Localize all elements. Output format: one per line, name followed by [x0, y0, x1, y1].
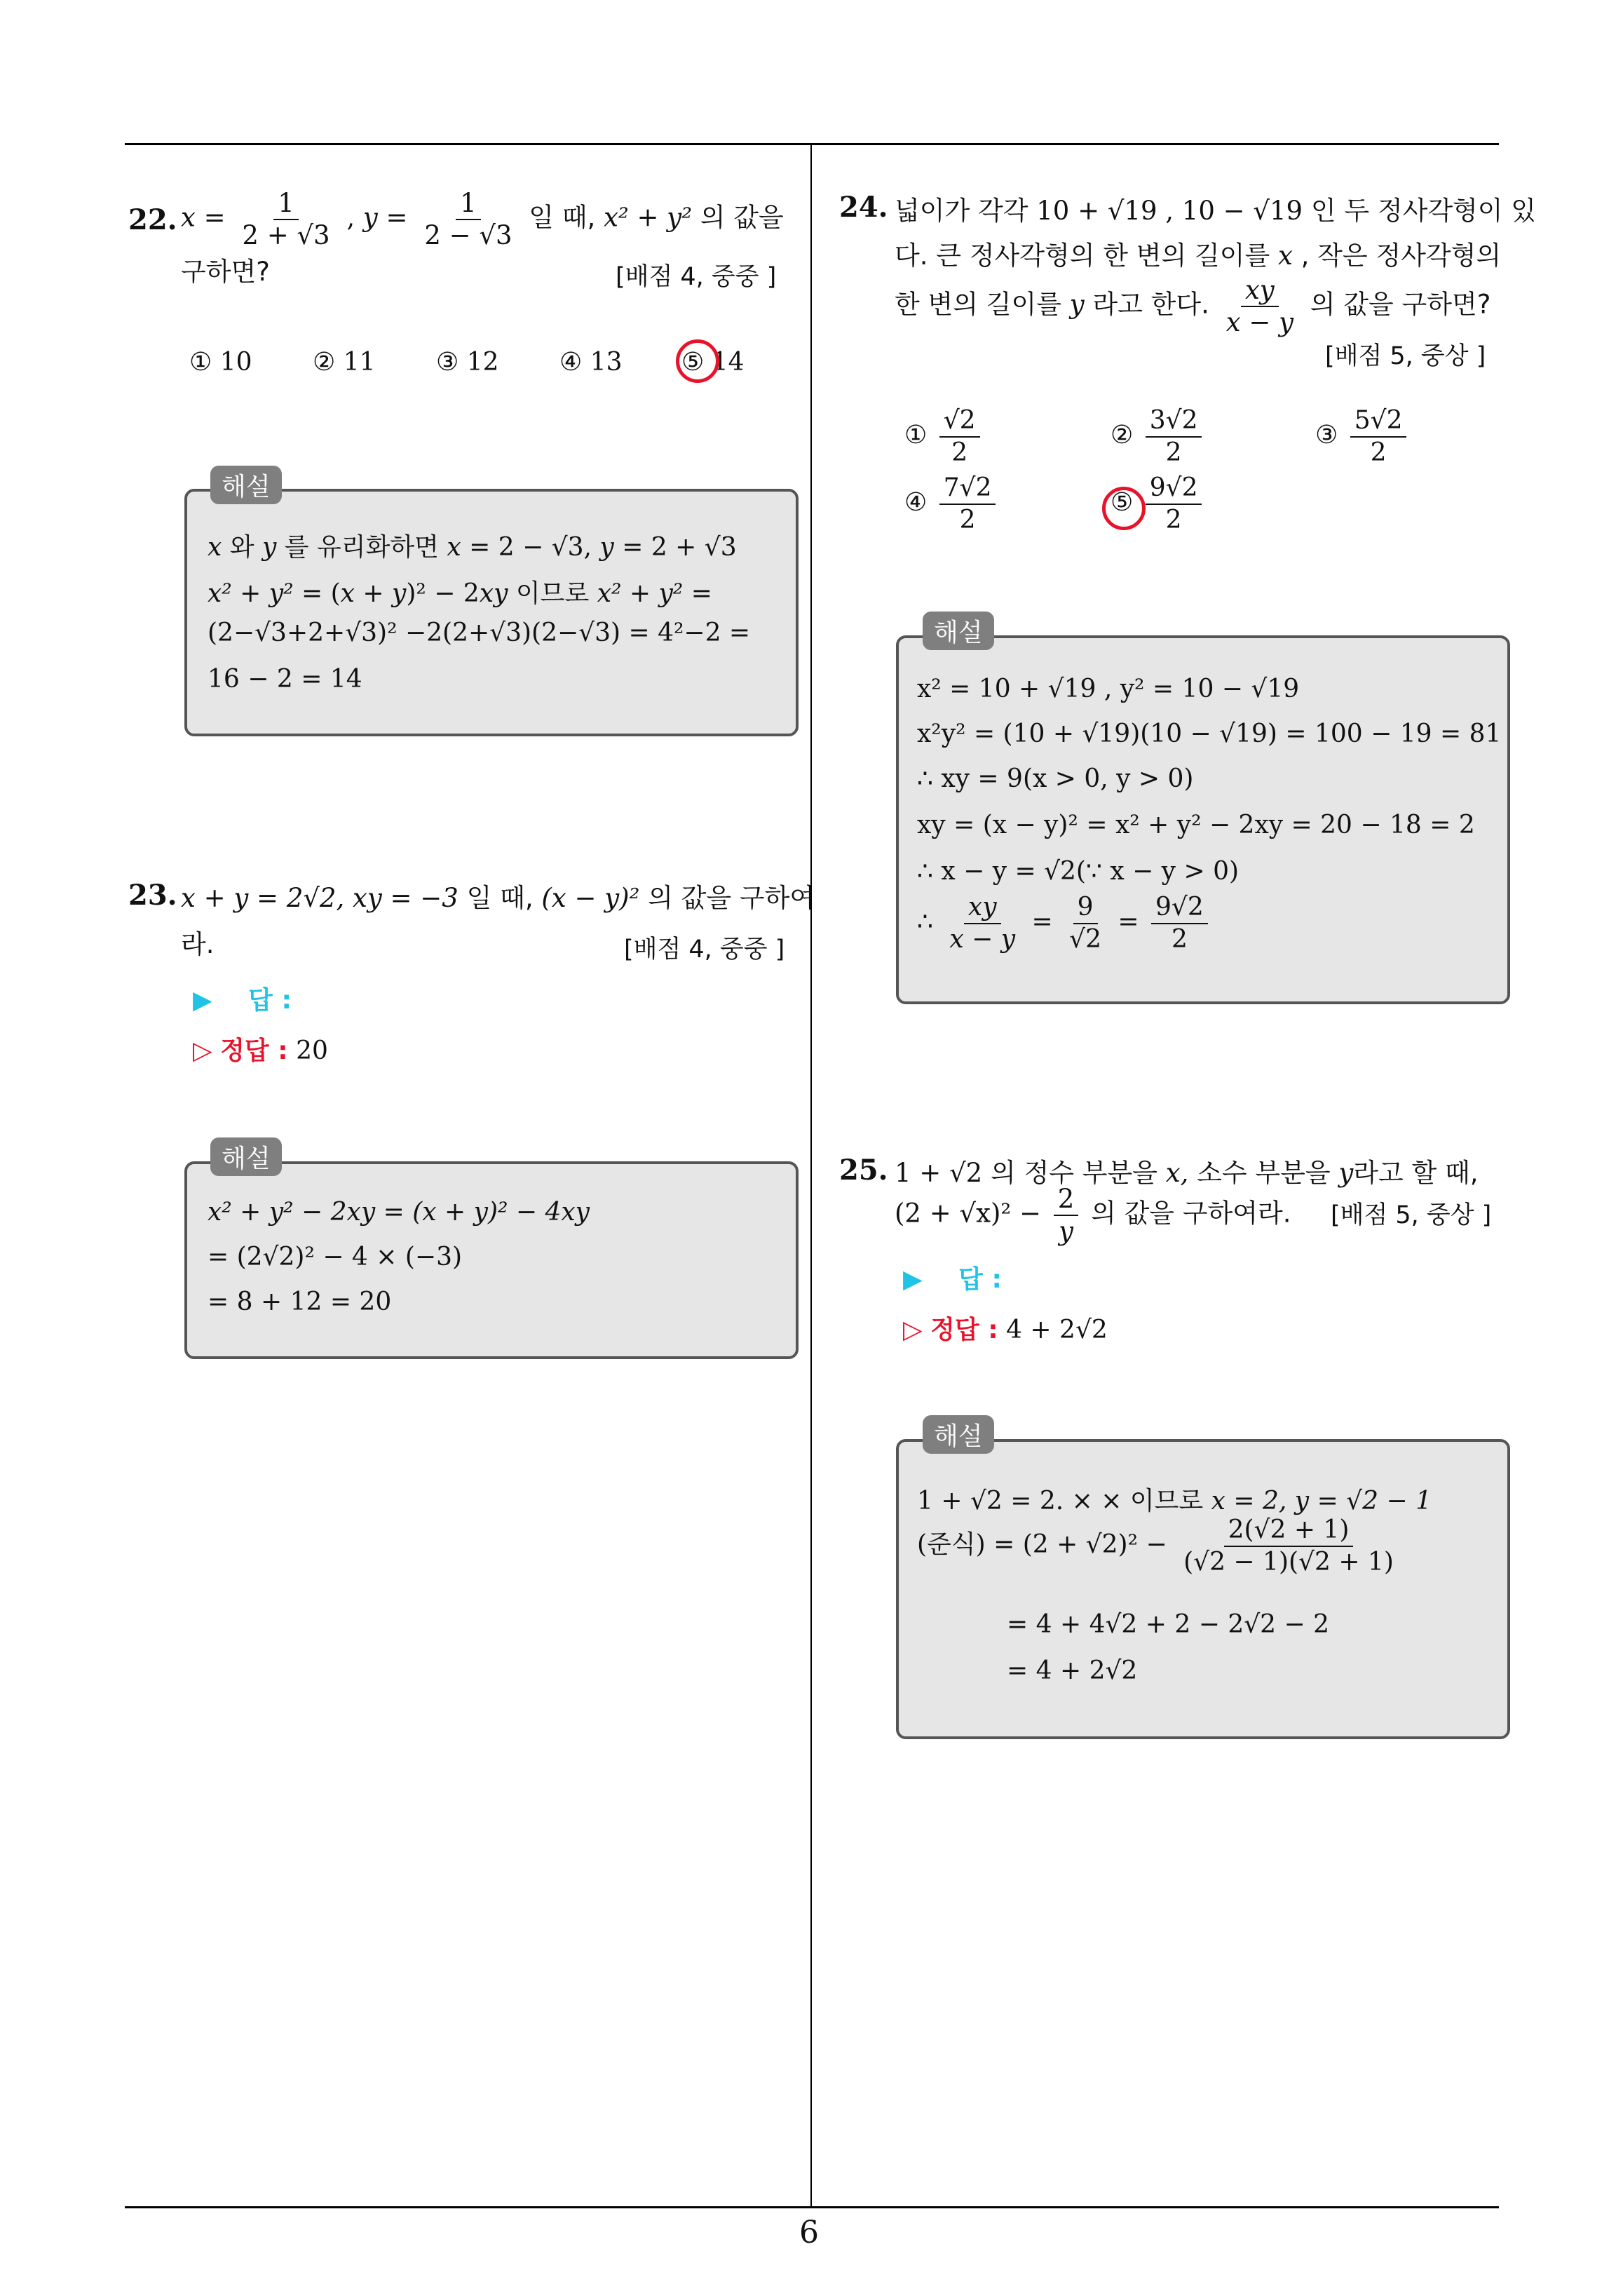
q-text: 라고 한다.	[1092, 289, 1209, 320]
choice-4[interactable]: ④ $\frac{7√2}{2}$	[904, 473, 1000, 536]
choice-2[interactable]: ② $\frac{3√2}{2}$	[1111, 405, 1206, 468]
question-number: 24.	[839, 191, 888, 224]
solution-line-2: x²y² = (10 + √19)(10 − √19) = 100 − 19 = 81	[917, 720, 1502, 748]
q-expr: x	[1277, 241, 1293, 271]
q-expr: (2 + √x)² −	[895, 1198, 1041, 1229]
q-expr: x,	[1165, 1158, 1189, 1188]
question-meta: [배점 5, 중상 ]	[1331, 1201, 1492, 1229]
answer-row	[903, 1260, 1002, 1295]
correct-value: 4 + 2√2	[1006, 1316, 1108, 1344]
choice-2[interactable]: ② 11	[313, 348, 376, 377]
q-text: 의 정수 부분을	[990, 1158, 1157, 1188]
choice-5[interactable]: ⑤ 14	[681, 348, 745, 377]
sol-text: (준식) =	[917, 1530, 1015, 1559]
q-text: 의 값을 구하여	[648, 883, 815, 913]
sol-text: 이므로	[515, 579, 590, 608]
q-text: 소수 부분을	[1197, 1158, 1331, 1188]
sol-expr: (2 + √2)² −	[1022, 1530, 1167, 1559]
q-text: 넓이가 각각	[895, 196, 1028, 226]
choice-5[interactable]: ⑤ $\frac{9√2}{2}$	[1111, 473, 1206, 536]
question-meta: [배점 4, 중중 ]	[616, 263, 777, 291]
solution-line-2: (준식) = (2 + √2)² − $\frac{2(√2 + 1)}{(√2 - 1)(√2 + 1)}$	[917, 1515, 1394, 1576]
q-text: 라고 할 때,	[1353, 1158, 1479, 1188]
choice-1[interactable]: ① $\frac{√2}{2}$	[904, 405, 984, 468]
q-text: 의 값을 구하면?	[1310, 289, 1491, 320]
sol-text: 와	[229, 533, 254, 562]
answer-label: 답 :	[248, 986, 292, 1015]
solution-line-2: x² + y² = (x + y)² − 2xy 이므로 x² + y² =	[208, 579, 712, 608]
selected-answer-mark	[676, 339, 719, 383]
question-text-line2: 구하면?	[181, 257, 270, 287]
outline-play-icon: ▷	[193, 1036, 212, 1065]
question-number: 23.	[128, 879, 177, 912]
solution-line-4: xy = (x − y)² = x² + y² − 2xy = 20 − 18 = 2	[917, 811, 1475, 839]
play-icon: ▶	[193, 986, 212, 1015]
page-number: 6	[799, 2215, 819, 2250]
question-text-line1	[895, 188, 1536, 234]
sol-text: 를 유리화하면	[284, 533, 439, 562]
question-text-line2	[895, 233, 1501, 279]
correct-label: 정답 :	[220, 1036, 288, 1065]
question-text-a: 일 때,	[529, 202, 596, 233]
question-text-line2: (2 + √x)² − $\frac{2}{y}$ 의 값을 구하여라.	[895, 1184, 1291, 1246]
solution-line-4: = 4 + 2√2	[1007, 1656, 1138, 1685]
question-text-b: 의 값을	[700, 202, 784, 233]
q-expr: (x − y)²	[541, 883, 640, 913]
question-text-line1: x = $\frac{1}{2 + √3}$ , y = $\frac{1}{2 - √3}$ 일 때, x² + y² 의 값을	[181, 188, 784, 250]
answer-row	[193, 980, 292, 1016]
solution-label: 해설	[923, 612, 994, 650]
correct-value: 20	[296, 1036, 328, 1065]
correct-answer-row	[193, 1031, 328, 1067]
solution-line-1: x² = 10 + √19 , y² = 10 − √19	[917, 675, 1300, 703]
q-text: , 작은 정사각형의	[1301, 241, 1502, 271]
solution-line-1: x² + y² − 2xy = (x + y)² − 4xy	[208, 1198, 590, 1227]
solution-line-4: 16 − 2 = 14	[208, 665, 362, 694]
q-text: 다. 큰 정사각형의 한 변의 길이를	[895, 241, 1270, 271]
solution-box	[184, 489, 799, 736]
solution-line-6: ∴ $\frac{xy}{x - y}$ = $\frac{9}{√2}$ = $\frac{9√2}{2}$	[917, 892, 1212, 955]
question-text-line3: 한 변의 길이를 y 라고 한다. $\frac{xy}{x - y}$ 의 값을 구하면?	[895, 275, 1491, 337]
column-divider	[810, 145, 812, 2207]
q-text: 일 때,	[466, 883, 534, 913]
q-expr: 1 + √2	[895, 1158, 983, 1188]
answer-label: 답 :	[958, 1265, 1002, 1294]
correct-label: 정답 :	[930, 1316, 998, 1344]
question-text-line2: 라.	[181, 929, 215, 959]
question-text-line1	[181, 875, 815, 921]
solution-label: 해설	[210, 466, 282, 504]
q-expr: x + y = 2√2, xy = −3	[181, 883, 459, 913]
question-meta: [배점 5, 중상 ]	[1325, 342, 1486, 370]
solution-line-2: = (2√2)² − 4 × (−3)	[208, 1243, 463, 1271]
bottom-rule	[125, 2206, 1499, 2208]
solution-line-1: x 와 y 를 유리화하면 x = 2 − √3, y = 2 + √3	[208, 533, 737, 562]
choice-1[interactable]: ① 10	[189, 348, 252, 377]
solution-line-3: (2−√3+2+√3)² −2(2+√3)(2−√3) = 4²−2 =	[208, 619, 751, 647]
q-expr: 10 + √19 , 10 − √19	[1036, 196, 1303, 226]
solution-line-3: ∴ xy = 9(x > 0, y > 0)	[917, 764, 1194, 793]
top-rule	[125, 143, 1499, 145]
choice-3[interactable]: ③ $\frac{5√2}{2}$	[1315, 405, 1411, 468]
solution-label: 해설	[923, 1415, 994, 1454]
question-number: 22.	[128, 203, 177, 236]
solution-line-3: = 8 + 12 = 20	[208, 1288, 392, 1316]
solution-line-1	[917, 1481, 1432, 1517]
question-meta: [배점 4, 중중 ]	[624, 936, 785, 964]
correct-answer-row	[903, 1310, 1108, 1346]
question-number: 25.	[839, 1154, 888, 1187]
q-text: 한 변의 길이를	[895, 289, 1061, 320]
q-expr: y	[1338, 1158, 1354, 1188]
solution-label: 해설	[210, 1137, 282, 1176]
sol-text: 1 + √2 = 2. × × 이므로	[917, 1487, 1204, 1515]
sol-expr: x = 2, y = √2 − 1	[1211, 1487, 1432, 1515]
play-icon: ▶	[903, 1265, 923, 1294]
choice-4[interactable]: ④ 13	[559, 348, 623, 377]
choice-3[interactable]: ③ 12	[436, 348, 499, 377]
outline-play-icon: ▷	[903, 1316, 923, 1344]
solution-line-3: = 4 + 4√2 + 2 − 2√2 − 2	[1007, 1610, 1330, 1639]
q-text: 의 값을 구하여라.	[1091, 1198, 1291, 1229]
q-text: 인 두 정사각형이 있	[1310, 196, 1537, 226]
q-expr: y	[1069, 289, 1085, 320]
selected-answer-mark	[1102, 487, 1146, 530]
solution-line-5: ∴ x − y = √2(∵ x − y > 0)	[917, 857, 1240, 886]
